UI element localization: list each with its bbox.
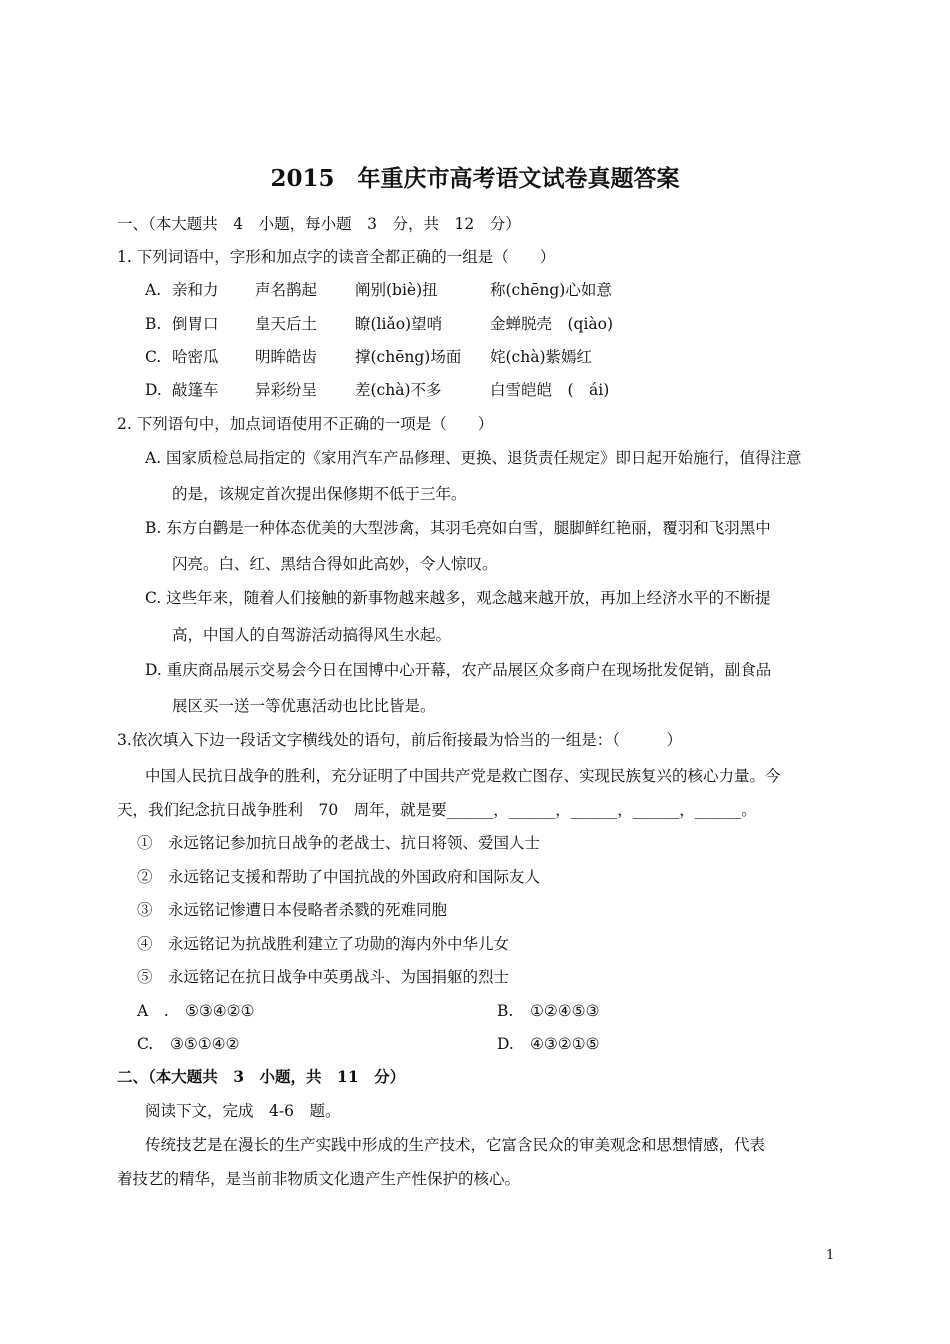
q2-option-b-line2: 闪亮。白、红、黑结合得如此高妙，令人惊叹。 [172, 555, 498, 573]
q1-word-4: 金蝉脱壳 (qiào) [490, 315, 614, 333]
q1-word-2: 明眸皓齿 [255, 348, 318, 366]
q1-word-3: 撑(chēng)场面 [355, 348, 462, 366]
q3-choice-value: ④③②①⑤ [530, 1035, 600, 1053]
q2-option-c-line2: 高，中国人的自驾游活动搞得风生水起。 [172, 626, 452, 644]
q1-word-4: 白雪皑皑 ( ái) [490, 381, 610, 399]
q1-stem: 1. 下列词语中，字形和加点字的读音全都正确的一组是（ ） [117, 248, 556, 266]
q1-word-4: 姹(chà)紫嫣红 [490, 348, 592, 366]
section-1-heading: 一、（本大题共 4 小题，每小题 3 分，共 12 分） [117, 215, 521, 233]
q2-stem: 2. 下列语句中，加点词语使用不正确的一项是（ ） [117, 415, 494, 433]
q1-word-3: 差(chà)不多 [355, 381, 442, 399]
q1-option-label: B. [145, 315, 162, 333]
q1-word-3: 阐别(biè)扭 [355, 281, 438, 299]
q2-option-c-line1: C. 这些年来，随着人们接触的新事物越来越多，观念越来越开放，再加上经济水平的不断提 [145, 589, 771, 607]
q2-option-a-line2: 的是，该规定首次提出保修期不低于三年。 [172, 485, 467, 503]
q3-stem: 3.依次填入下边一段话文字横线处的语句，前后衔接最为恰当的一组是：（ ） [117, 731, 683, 749]
q1-word-4: 称(chēng)心如意 [490, 281, 612, 299]
q1-word-1: 敲篷车 [172, 381, 219, 399]
q3-choice-label: B. [497, 1002, 514, 1020]
q3-choice-value: ⑤③④②① [185, 1002, 255, 1020]
q3-choice-value: ①②④⑤③ [530, 1002, 600, 1020]
q3-choice-label: D. [497, 1035, 514, 1053]
q3-item: ② 永远铭记支援和帮助了中国抗战的外国政府和国际友人 [137, 868, 541, 886]
q1-word-2: 皇天后土 [255, 315, 318, 333]
q3-choice-value: ③⑤①④② [170, 1035, 240, 1053]
q2-option-b-line1: B. 东方白鹳是一种体态优美的大型涉禽，其羽毛亮如白雪，腿脚鲜红艳丽，覆羽和飞羽黑中 [145, 519, 771, 537]
reading-passage-line2: 着技艺的精华，是当前非物质文化遗产生产性保护的核心。 [117, 1170, 521, 1188]
q1-word-1: 亲和力 [172, 281, 219, 299]
q1-option-label: D. [145, 381, 162, 399]
q1-word-1: 倒胃口 [172, 315, 219, 333]
q2-option-a-line1: A. 国家质检总局指定的《家用汽车产品修理、更换、退货责任规定》即日起开始施行，值得注意 [145, 449, 802, 467]
q3-item: ③ 永远铭记惨遭日本侵略者杀戮的死难同胞 [137, 901, 448, 919]
q2-option-d-line1: D. 重庆商品展示交易会今日在国博中心开幕，农产品展区众多商户在现场批发促销，副食品 [145, 661, 772, 679]
q2-option-d-line2: 展区买一送一等优惠活动也比比皆是。 [172, 697, 436, 715]
q1-word-3: 瞭(liǎo)望哨 [355, 315, 443, 333]
section-2-heading: 二、（本大题共 3 小题，共 11 分） [117, 1067, 406, 1086]
q3-item: ⑤ 永远铭记在抗日战争中英勇战斗、为国捐躯的烈士 [137, 968, 510, 986]
q3-item: ① 永远铭记参加抗日战争的老战士、抗日将领、爱国人士 [137, 834, 541, 852]
q1-word-1: 哈密瓜 [172, 348, 219, 366]
q3-passage-line2: 天，我们纪念抗日战争胜利 70 周年，就是要______，______，______，______，______。 [117, 801, 757, 819]
q1-option-label: C. [145, 348, 162, 366]
page-number: 1 [826, 1248, 835, 1263]
q3-choice-label: C. [137, 1035, 154, 1053]
page-title: 2015 年重庆市高考语文试卷真题答案 [270, 165, 680, 192]
q1-word-2: 声名鹊起 [255, 281, 318, 299]
section-2-intro: 阅读下文，完成 4-6 题。 [145, 1102, 341, 1120]
q3-passage-line1: 中国人民抗日战争的胜利，充分证明了中国共产党是救亡图存、实现民族复兴的核心力量。今 [145, 767, 781, 785]
q1-word-2: 异彩纷呈 [255, 381, 318, 399]
q3-item: ④ 永远铭记为抗战胜利建立了功勋的海内外中华儿女 [137, 935, 510, 953]
q1-option-label: A. [145, 281, 162, 299]
reading-passage-line1: 传统技艺是在漫长的生产实践中形成的生产技术，它富含民众的审美观念和思想情感，代表 [145, 1136, 766, 1154]
q3-choice-label: A . [137, 1002, 169, 1020]
